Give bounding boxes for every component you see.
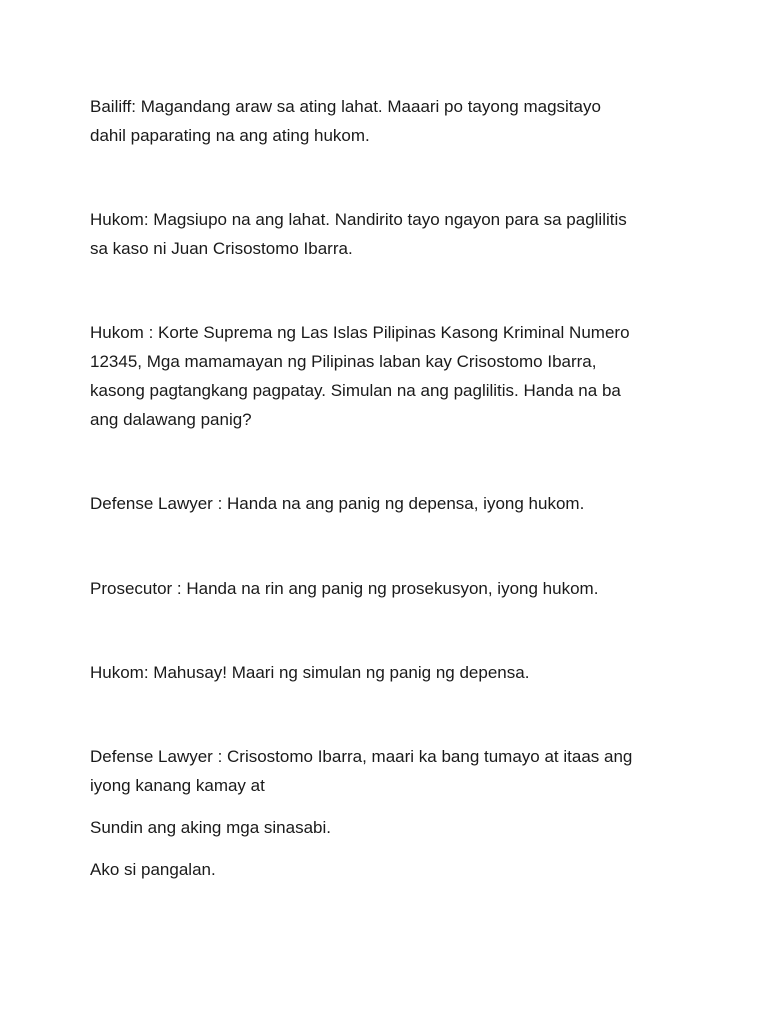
dialogue-defense-oath-request: Defense Lawyer : Crisostomo Ibarra, maari ka bang tumayo at itaas ang iyong kanang kamay at (90, 747, 633, 795)
dialogue-hukom-case-announcement: Hukom : Korte Suprema ng Las Islas Pilipinas Kasong Kriminal Numero 12345, Mga mamamayan ng Pilipinas laban kay Crisostomo Ibarra, kasong pagtangkang pagpatay. Simulan na ang paglilitis. Handa na ba ang dalawang panig? (90, 323, 630, 429)
dialogue-hukom-seating: Hukom: Magsiupo na ang lahat. Nandirito tayo ngayon para sa paglilitis sa kaso ni Juan Crisostomo Ibarra. (90, 210, 627, 258)
dialogue-bailiff-opening: Bailiff: Magandang araw sa ating lahat. Maaari po tayong magsitayo dahil paparating na ang ating hukom. (90, 97, 601, 145)
dialogue-defense-ready: Defense Lawyer : Handa na ang panig ng depensa, iyong hukom. (90, 494, 585, 513)
dialogue-prosecutor-ready: Prosecutor : Handa na rin ang panig ng prosekusyon, iyong hukom. (90, 579, 599, 598)
dialogue-oath-instruction: Sundin ang aking mga sinasabi. (90, 818, 331, 837)
dialogue-hukom-begin: Hukom: Mahusay! Maari ng simulan ng panig ng depensa. (90, 663, 530, 682)
dialogue-oath-name: Ako si pangalan. (90, 860, 216, 879)
